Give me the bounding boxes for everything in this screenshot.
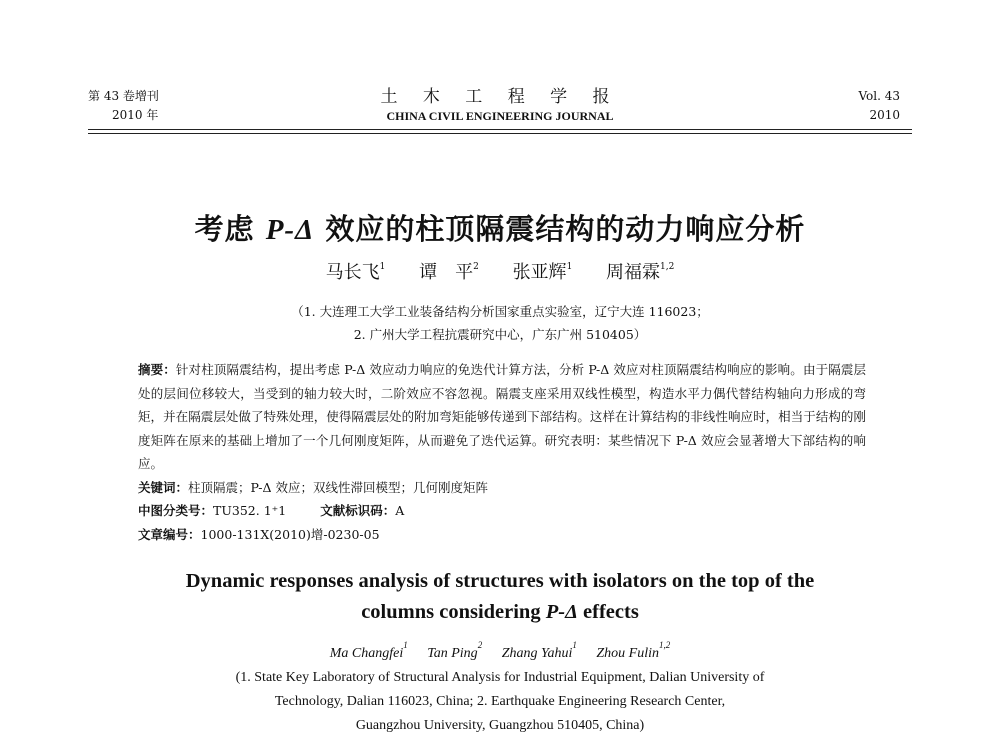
clc-label: 中图分类号： xyxy=(138,503,214,518)
affiliation-en-line: Guangzhou University, Guangzhou 510405, China) xyxy=(355,718,645,733)
affiliation-cn-line: 2. 广州大学工程抗震研究中心，广东广州 510405） xyxy=(353,327,647,342)
keywords-label: 关键词： xyxy=(138,479,189,495)
paper-title-cn xyxy=(0,207,1000,248)
journal-name-en: CHINA CIVIL ENGINEERING JOURNAL xyxy=(386,109,614,123)
article-number-line xyxy=(138,523,866,547)
affiliation-en-line: (1. State Key Laboratory of Structural Analysis for Industrial Equipment, Dalian University of xyxy=(235,670,765,685)
clc-value: TU352. 1⁺1 xyxy=(213,503,287,518)
abstract-label: 摘要： xyxy=(138,362,176,377)
affiliation-cn-line: （1. 大连理工大学工业装备结构分析国家重点实验室，辽宁大连 116023； xyxy=(291,304,709,319)
keywords-text: 柱顶隔震；P-Δ 效应；双线性滞回模型；几何刚度矩阵 xyxy=(188,479,488,495)
affiliation-cn xyxy=(0,300,1000,346)
abstract-section-cn xyxy=(138,358,866,546)
title-cn-pdelta: P-Δ xyxy=(265,214,315,246)
journal-name-cn: 土 木 工 程 学 报 xyxy=(380,87,620,107)
title-en-pdelta: P-Δ xyxy=(545,601,578,623)
author-cn: 周福霖$^{1,2}$ xyxy=(606,262,675,283)
header-rule-thin xyxy=(88,133,912,134)
header-rule-thick xyxy=(88,129,912,130)
year-cn: 2010 年 xyxy=(112,108,159,122)
doc-code-value: A xyxy=(395,503,405,518)
doc-code-label: 文献标识码： xyxy=(320,503,396,518)
year-en: 2010 xyxy=(869,108,900,122)
authors-en xyxy=(0,640,1000,662)
volume-cn: 第 43 卷增刊 xyxy=(88,89,159,103)
article-no-value: 1000-131X(2010)增-0230-05 xyxy=(200,526,380,542)
author-en: Zhou Fulin$^{1,2}$ xyxy=(596,640,671,661)
journal-volume-info xyxy=(820,87,900,125)
abstract-text: 针对柱顶隔震结构，提出考虑 P-Δ 效应动力响应的免迭代计算方法，分析 P-Δ 效应对柱顶隔震结构响应的影响。由于隔震层处的层间位移较大，当受到的轴力较大时，二阶效应不容忽视。隔震支座采用双线性模型，构造水平力偶代替结构轴向力形成的弯矩，并在隔震层处做了特殊处理，使得隔震层处的附加弯矩能够传递到下部结构。这样在计算结构的非线性响应时，相当于结构的刚度矩阵在原来的基础上增加了一个几何刚度矩阵，从而避免了迭代运算。研究表明：某些情况下 P-Δ 效应会显著增大下部结构的响应。 xyxy=(138,362,866,471)
title-cn-prefix: 考虑 xyxy=(194,212,266,246)
title-en-line1: Dynamic responses analysis of structures with isolators on the top of the xyxy=(185,570,815,592)
title-en-line2: columns considering P-Δ effects xyxy=(361,601,639,623)
keywords-cn xyxy=(138,476,866,500)
author-en: Ma Changfei$^1$ xyxy=(329,640,408,661)
paper-title-en xyxy=(0,566,1000,628)
authors-cn xyxy=(0,258,1000,284)
author-cn: 谭 平$^2$ xyxy=(419,262,479,283)
affiliation-en xyxy=(150,666,850,738)
abstract-cn xyxy=(138,358,866,476)
article-no-label: 文章编号： xyxy=(138,526,201,542)
title-cn-suffix: 效应的柱顶隔震结构的动力响应分析 xyxy=(314,212,806,246)
author-en: Tan Ping$^2$ xyxy=(427,640,483,661)
classification-line xyxy=(138,499,866,523)
author-cn: 张亚辉$^1$ xyxy=(512,262,573,283)
affiliation-en-line: Technology, Dalian 116023, China; 2. Earthquake Engineering Research Center, xyxy=(274,694,726,709)
author-cn: 马长飞$^1$ xyxy=(325,262,386,283)
author-en: Zhang Yahui$^1$ xyxy=(501,640,577,661)
volume-en: Vol. 43 xyxy=(858,89,900,103)
